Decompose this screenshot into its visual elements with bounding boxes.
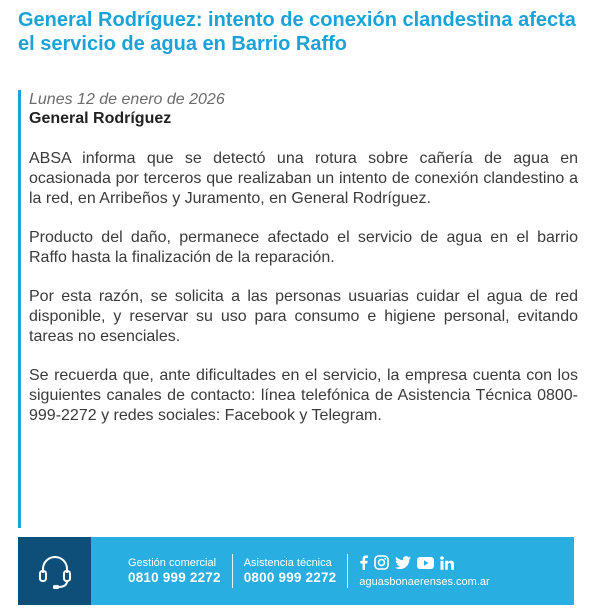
technical-label: Asistencia técnica: [243, 556, 332, 569]
facebook-icon[interactable]: [359, 555, 368, 570]
commercial-number[interactable]: 0810 999 2272: [128, 569, 221, 585]
website-link[interactable]: aguasbonaerenses.com.ar: [359, 575, 490, 588]
contact-footer: [18, 537, 574, 605]
paragraph: Se recuerda que, ante dificultades en el servicio, la empresa cuenta con los siguientes canales de contacto: línea telefónica de Asistencia Técnica 0800-999-2272 y redes sociales: Facebook y Telegram.: [29, 367, 578, 424]
social-block: [359, 554, 489, 589]
technical-number[interactable]: 0800 999 2272: [243, 569, 337, 585]
divider: [347, 554, 348, 588]
headset-icon-box: [18, 537, 91, 605]
linkedin-icon[interactable]: [440, 556, 454, 570]
twitter-icon[interactable]: [395, 556, 411, 570]
divider: [232, 554, 233, 588]
paragraph: Producto del daño, permanece afectado el servicio de agua en el barrio Raffo hasta la finalización de la reparación.: [29, 229, 578, 266]
headset-icon: [36, 551, 74, 591]
technical-contact: [244, 557, 337, 586]
youtube-icon[interactable]: [417, 557, 434, 569]
article-paragraphs: [29, 149, 578, 426]
headline: General Rodríguez: intento de conexión clandestina afecta el servicio de agua en Barrio Raffo: [18, 9, 576, 55]
paragraph: ABSA informa que se detectó una rotura sobre cañería de agua en ocasionada por terceros que realizaban un intento de conexión clandestino a la red, en Arribeños y Juramento, en General Rodríguez.: [29, 150, 578, 207]
paragraph: Por esta razón, se solicita a las personas usuarias cuidar el agua de red disponible, y reservar su uso para consumo e higiene personal, evitando tareas no esenciales.: [29, 288, 578, 345]
article-location: General Rodríguez: [29, 110, 172, 127]
commercial-label: Gestión comercial: [128, 556, 217, 569]
commercial-contact: [128, 557, 221, 586]
instagram-icon[interactable]: [374, 555, 389, 570]
article-date: Lunes 12 de enero de 2026: [29, 91, 225, 108]
article-body: [18, 90, 578, 528]
social-icons: [359, 554, 489, 572]
